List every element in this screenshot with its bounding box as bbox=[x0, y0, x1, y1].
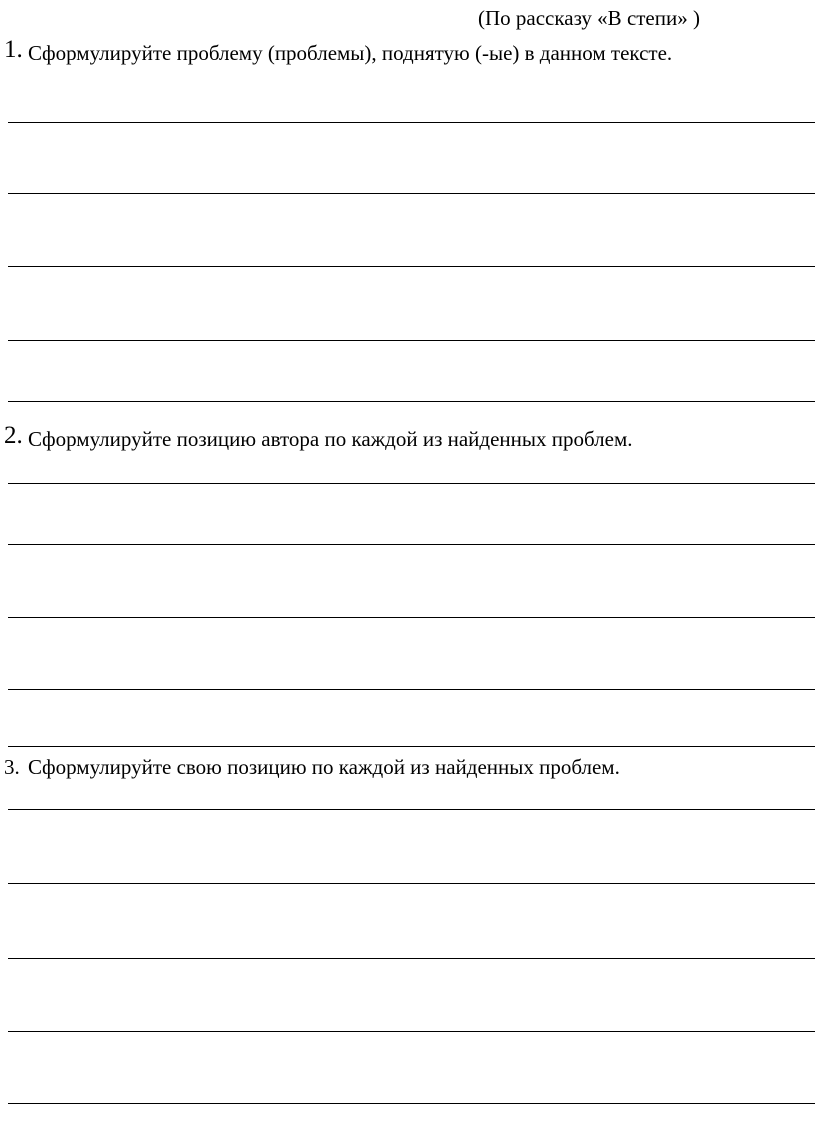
answer-line bbox=[8, 809, 815, 810]
answer-line bbox=[8, 958, 815, 959]
answer-line bbox=[8, 122, 815, 123]
question-1 bbox=[4, 36, 768, 66]
question-2 bbox=[4, 422, 768, 452]
answer-line bbox=[8, 883, 815, 884]
answer-line bbox=[8, 483, 815, 484]
question-3 bbox=[4, 754, 768, 780]
question-3-text: Сформулируйте свою позицию по каждой из найденных проблем. bbox=[28, 755, 620, 779]
answer-line bbox=[8, 617, 815, 618]
question-2-number: 2. bbox=[4, 422, 23, 449]
answer-line bbox=[8, 746, 815, 747]
question-1-number: 1. bbox=[4, 36, 23, 63]
answer-line bbox=[8, 340, 815, 341]
question-3-number: 3. bbox=[4, 755, 20, 779]
answer-line bbox=[8, 1031, 815, 1032]
answer-line bbox=[8, 544, 815, 545]
answer-line bbox=[8, 1103, 815, 1104]
worksheet-subtitle: (По рассказу «В степи» ) bbox=[478, 6, 700, 30]
answer-line bbox=[8, 401, 815, 402]
answer-line bbox=[8, 266, 815, 267]
question-2-text: Сформулируйте позицию автора по каждой из найденных проблем. bbox=[28, 427, 633, 451]
answer-line bbox=[8, 193, 815, 194]
question-1-text: Сформулируйте проблему (проблемы), поднятую (-ые) в данном тексте. bbox=[28, 41, 673, 65]
answer-line bbox=[8, 689, 815, 690]
